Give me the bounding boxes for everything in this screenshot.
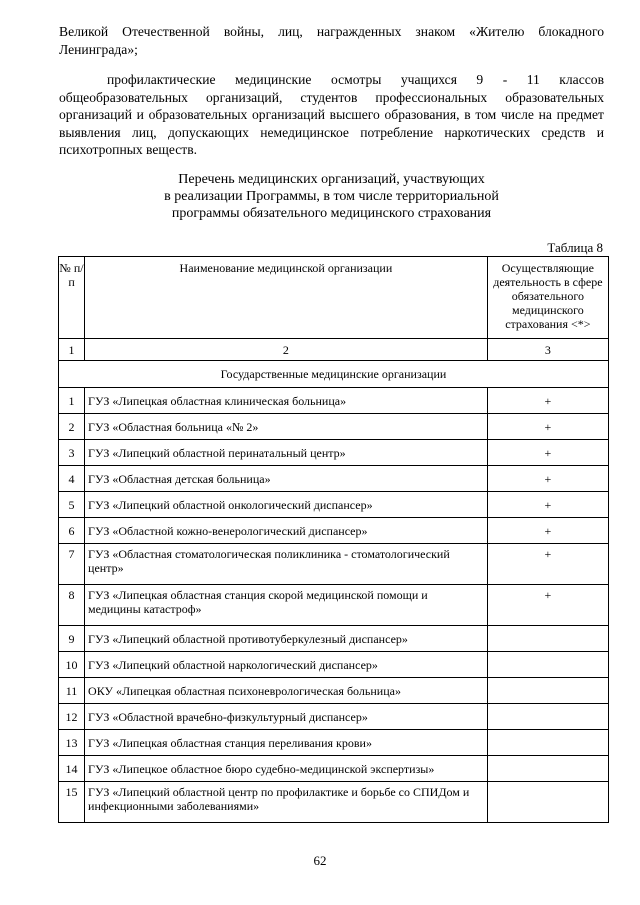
row-number: 14 xyxy=(59,756,85,782)
column-index: 2 xyxy=(85,339,488,361)
heading-line-3: программы обязательного медицинского страхования xyxy=(171,206,492,221)
section-title: Государственные медицинские организации xyxy=(59,361,609,388)
table-caption: Таблица 8 xyxy=(547,240,603,255)
table-header-row xyxy=(59,257,609,339)
oms-participation-mark: + xyxy=(487,440,608,466)
table-row xyxy=(59,652,609,678)
oms-participation-mark: + xyxy=(487,544,608,585)
table-row xyxy=(59,440,609,466)
organization-name: ГУЗ «Областной врачебно-физкультурный диспансер» xyxy=(85,704,488,730)
row-number: 12 xyxy=(59,704,85,730)
medical-organizations-table xyxy=(58,256,609,823)
row-number: 1 xyxy=(59,388,85,414)
oms-participation-mark: + xyxy=(487,518,608,544)
oms-participation-mark: + xyxy=(487,414,608,440)
organization-name: ОКУ «Липецкая областная психоневрологическая больница» xyxy=(85,678,488,704)
table-row xyxy=(59,585,609,626)
row-number: 7 xyxy=(59,544,85,585)
organization-name: ГУЗ «Областной кожно-венерологический диспансер» xyxy=(85,518,488,544)
heading-line-2: в реализации Программы, в том числе территориальной xyxy=(164,189,499,204)
heading-line-1: Перечень медицинских организаций, участвующих xyxy=(178,172,485,187)
organization-name: ГУЗ «Липецкий областной противотуберкулезный диспансер» xyxy=(85,626,488,652)
organization-name: ГУЗ «Липецкая областная клиническая больница» xyxy=(85,388,488,414)
oms-participation-mark: + xyxy=(487,466,608,492)
table-row xyxy=(59,782,609,823)
section-row xyxy=(59,361,609,388)
oms-participation-mark xyxy=(487,730,608,756)
organization-name: ГУЗ «Областная больница «№ 2» xyxy=(85,414,488,440)
list-heading xyxy=(59,171,604,222)
oms-participation-mark: + xyxy=(487,388,608,414)
row-number: 5 xyxy=(59,492,85,518)
header-number: № п/п xyxy=(59,257,85,339)
organization-name: ГУЗ «Липецкий областной наркологический диспансер» xyxy=(85,652,488,678)
intro-paragraph-2: профилактические медицинские осмотры учащихся 9 - 11 классов общеобразовательных организаций, студентов профессиональных образовательных организаций и образовательных организаций высшего образования, в том числе на предмет выявления лиц, допускающих немедицинское потребление наркотических средств и психотропных веществ. xyxy=(59,72,604,157)
row-number: 2 xyxy=(59,414,85,440)
oms-participation-mark xyxy=(487,678,608,704)
header-oms-participation: Осуществляющие деятельность в сфере обязательного медицинского страхования <*> xyxy=(487,257,608,339)
oms-participation-mark xyxy=(487,782,608,823)
intro-paragraph-1: Великой Отечественной войны, лиц, награжденных знаком «Жителю блокадного Ленинграда»; xyxy=(59,24,604,57)
row-number: 3 xyxy=(59,440,85,466)
row-number: 6 xyxy=(59,518,85,544)
row-number: 11 xyxy=(59,678,85,704)
oms-participation-mark xyxy=(487,626,608,652)
row-number: 13 xyxy=(59,730,85,756)
table-row xyxy=(59,704,609,730)
column-index: 3 xyxy=(487,339,608,361)
row-number: 8 xyxy=(59,585,85,626)
oms-participation-mark: + xyxy=(487,585,608,626)
oms-participation-mark xyxy=(487,704,608,730)
page-number: 62 xyxy=(313,853,327,868)
row-number: 9 xyxy=(59,626,85,652)
organization-name: ГУЗ «Липецкий областной перинатальный центр» xyxy=(85,440,488,466)
organization-name: ГУЗ «Липецкий областной онкологический диспансер» xyxy=(85,492,488,518)
table-row xyxy=(59,388,609,414)
table-row xyxy=(59,414,609,440)
oms-participation-mark: + xyxy=(487,492,608,518)
organization-name: ГУЗ «Липецкая областная станция переливания крови» xyxy=(85,730,488,756)
table-row xyxy=(59,756,609,782)
organization-name: ГУЗ «Липецкое областное бюро судебно-медицинской экспертизы» xyxy=(85,756,488,782)
table-row xyxy=(59,492,609,518)
oms-participation-mark xyxy=(487,652,608,678)
table-row xyxy=(59,466,609,492)
column-index: 1 xyxy=(59,339,85,361)
header-organization-name: Наименование медицинской организации xyxy=(85,257,488,339)
table-row xyxy=(59,626,609,652)
organization-name: ГУЗ «Областная стоматологическая поликлиника - стоматологический центр» xyxy=(85,544,488,585)
row-number: 15 xyxy=(59,782,85,823)
organization-name: ГУЗ «Липецкий областной центр по профилактике и борьбе со СПИДом и инфекционными заболеваниями» xyxy=(85,782,488,823)
row-number: 4 xyxy=(59,466,85,492)
row-number: 10 xyxy=(59,652,85,678)
table-row xyxy=(59,730,609,756)
organization-name: ГУЗ «Липецкая областная станция скорой медицинской помощи и медицины катастроф» xyxy=(85,585,488,626)
table-row xyxy=(59,544,609,585)
oms-participation-mark xyxy=(487,756,608,782)
table-row xyxy=(59,518,609,544)
column-index-row xyxy=(59,339,609,361)
organization-name: ГУЗ «Областная детская больница» xyxy=(85,466,488,492)
table-row xyxy=(59,678,609,704)
